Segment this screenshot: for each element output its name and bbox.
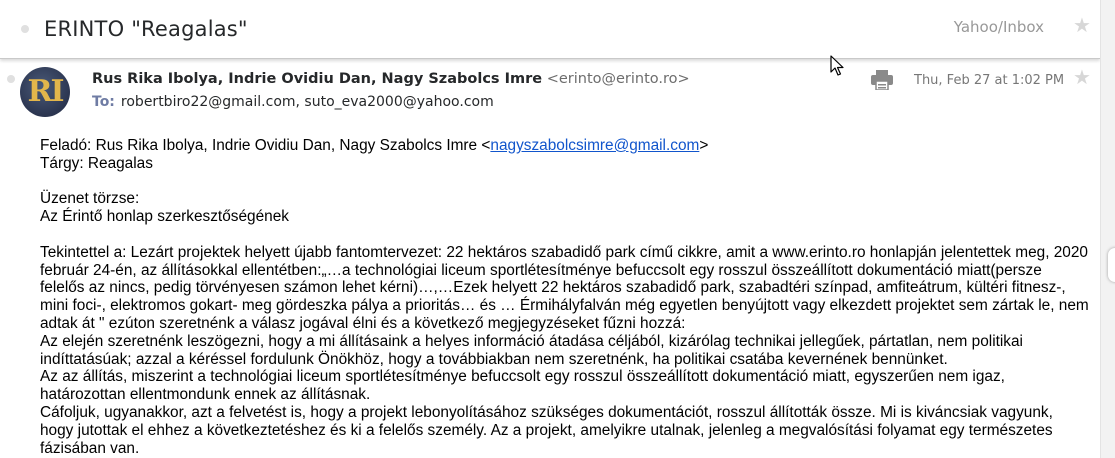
message-header-bar [0, 0, 1100, 59]
body-sender-line: Feladó: Rus Rika Ibolya, Indrie Ovidiu Dan, Nagy Szabolcs Imre <nagyszabolcsimre@gmail.com> [40, 137, 709, 154]
to-line [92, 94, 494, 110]
scroll-handle[interactable] [1108, 248, 1115, 282]
mouse-cursor-icon [830, 55, 846, 77]
message-dot-icon [7, 75, 15, 83]
sender-email[interactable]: <erinto@erinto.ro> [546, 71, 690, 87]
body-paragraph-2: Az elején szeretnénk leszögezni, hogy a mi állításaink a helyes információ átadása céljából, kizárólag technikai jellegűek, pártatlan, nem politikai indíttatásúak; azzal a kéréssel fordulunk Önökhöz, hogy a továbbiakban nem szeretnénk, ha politikai csatába kevernének bennünket. [40, 332, 1023, 368]
message-star-icon[interactable]: ★ [1073, 67, 1091, 89]
folder-label[interactable]: Yahoo/Inbox [953, 18, 1044, 36]
to-label: To: [92, 94, 115, 110]
body-recipient: Az Érintő honlap szerkesztőségének [40, 208, 289, 226]
sender-names[interactable]: Rus Rika Ibolya, Indrie Ovidiu Dan, Nagy Szabolcs Imre [92, 71, 543, 87]
sender-email-link[interactable]: nagyszabolcsimre@gmail.com [490, 137, 700, 154]
star-icon[interactable]: ★ [1073, 15, 1091, 37]
message-date: Thu, Feb 27 at 1:02 PM [914, 73, 1065, 88]
scrollbar[interactable] [1100, 0, 1115, 458]
avatar-initials: RI [27, 74, 63, 109]
message-subject: ERINTO "Reagalas" [44, 17, 248, 41]
unread-dot-icon[interactable] [21, 25, 29, 33]
from-line [92, 71, 690, 87]
body-paragraph-3: Az az állítás, miszerint a technológiai liceum sportlétesítménye befuccsolt egy rosszul összeállított dokumentáció miatt, egyszerűen nem igaz, határozottan ellentmondunk ennek az állításnak. [40, 368, 1005, 404]
body-paragraph-1: Tekintettel a: Lezárt projektek helyett újabb fantomtervezet: 22 hektáros szabadidő park című cikkre, amit a www.erinto.ro honlapján jelentettek meg, 2020 február 24-én, az állításokkal ellentétben:„…a technológiai liceum sportlétesítménye befuccsolt egy rosszul összeállított dokumentáció miatt(persze felelős az nincs, pedig törvényesen számon lehet kérni)…,…Ezek helyett 22 hektáros szabadidő park, szabadtéri színpad, amfiteátrum, kültéri fitnesz-, mini foci-, elektromos gokart- meg gördeszka pálya a prioritás… és … Érmihályfalván még egyetlen benyújtott vagy elkezdett projektet sem zártak le, nem adtak át " ezúton szeretnénk a válasz jogával élni és a következő megjegyzéseket fűzni hozzá: [40, 243, 1089, 332]
print-icon[interactable] [871, 70, 893, 90]
body-paragraph-4: Cáfoljuk, ugyanakkor, azt a felvetést is, hogy a projekt lebonyolításához szükséges dokumentációt, rosszul állították össze. Mi is kiváncsiak vagyunk, hogy jutottak el ehhez a következtetéshez és ki a felelős személy. Az a projekt, amelyikre utalnak, jelenleg a megvalósítási folyamat egy természetes fázisában van. [40, 403, 1053, 457]
to-recipients[interactable]: robertbiro22@gmail.com, suto_eva2000@yahoo.com [120, 94, 494, 110]
sender-avatar [20, 67, 70, 117]
body-subject-line: Tárgy: Reagalas [40, 154, 153, 172]
message-body [40, 137, 1090, 457]
body-message-label: Üzenet törzse: [40, 190, 140, 208]
